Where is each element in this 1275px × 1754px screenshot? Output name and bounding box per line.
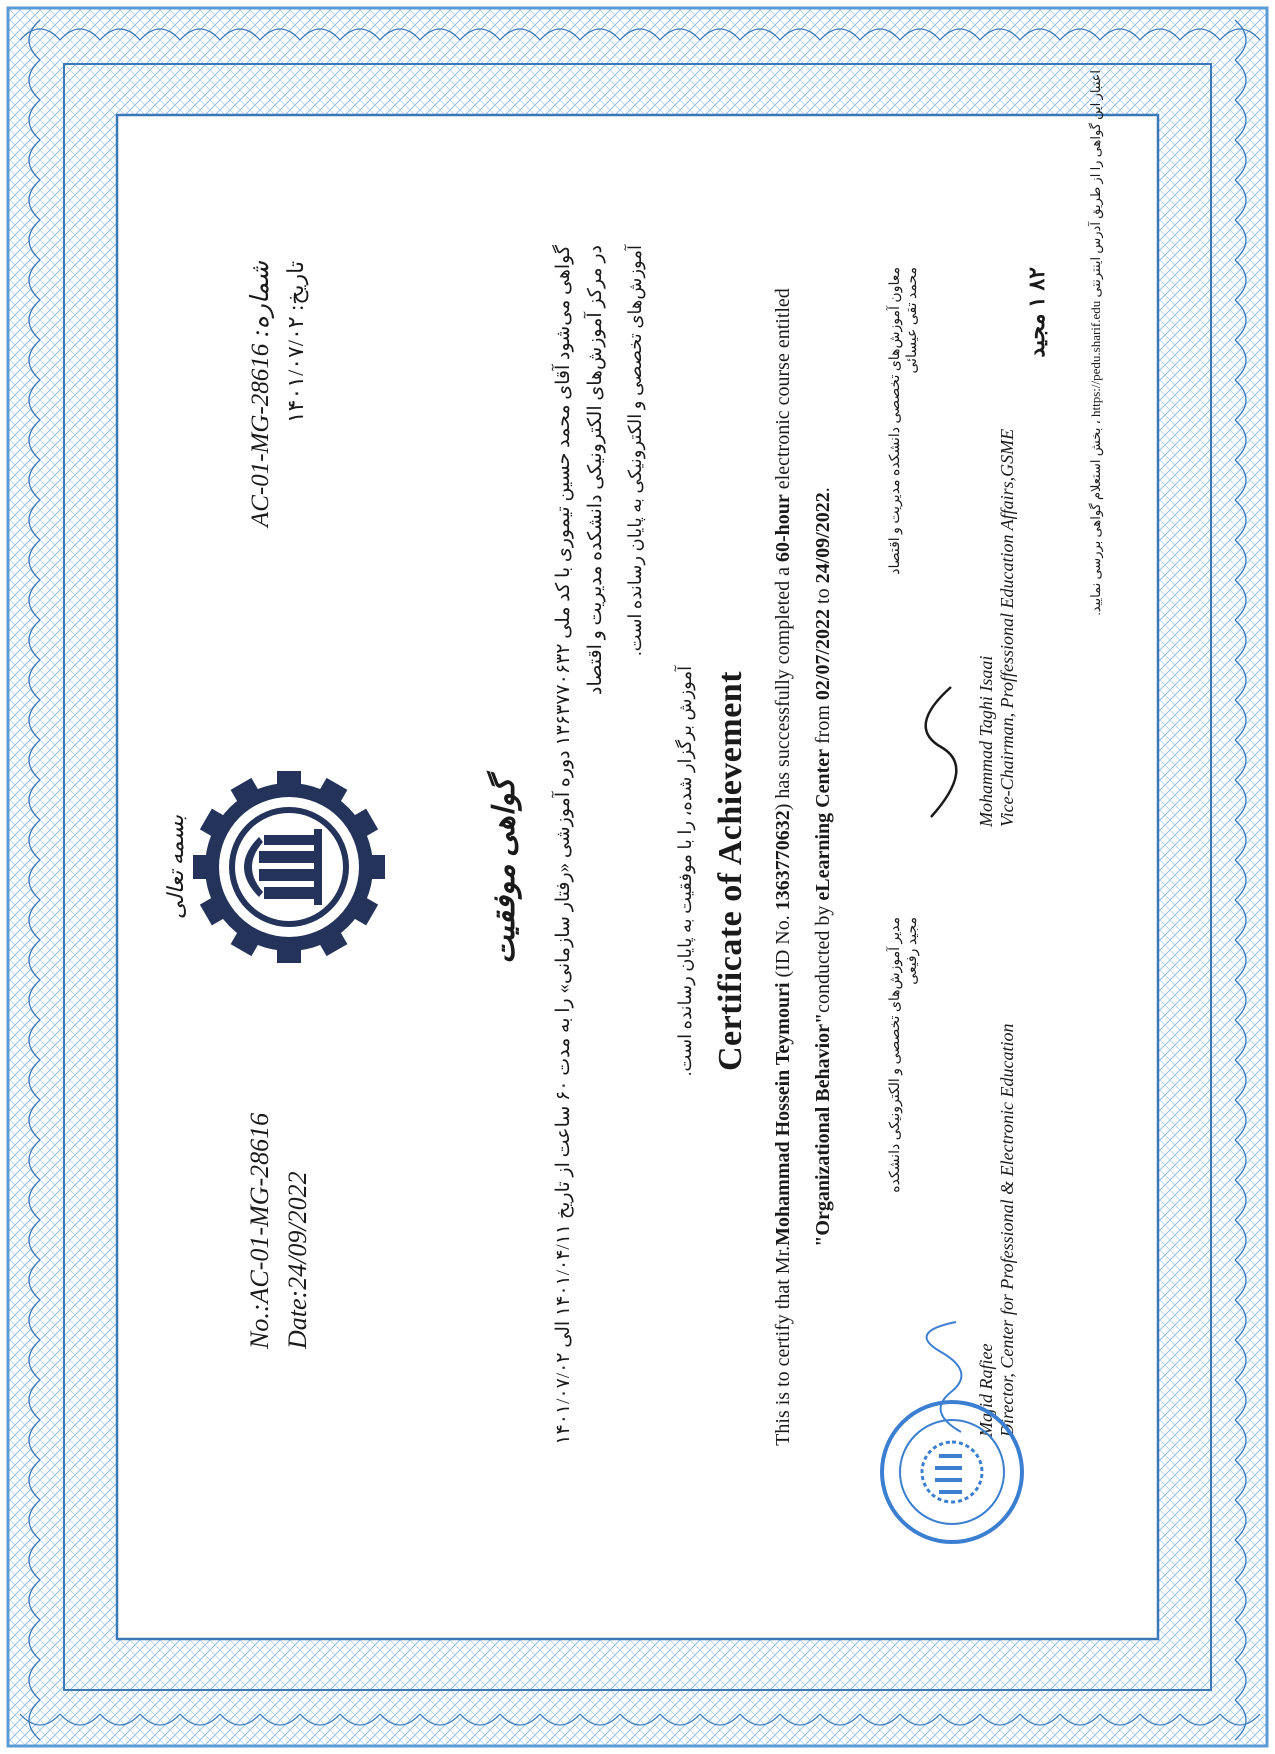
signatory-right-title: Vice-Chairman, Proffessional Education Affairs,GSME xyxy=(997,428,1017,827)
from-date: 02/07/2022 xyxy=(812,608,834,701)
signatory-left-persian-name: مجید رفیعی xyxy=(905,917,920,985)
university-logo xyxy=(163,757,393,977)
persian-certificate-date: تاریخ: ۱۴۰۱/۰۷/۰۲ xyxy=(283,261,308,424)
persian-title: گواهی موفقیت xyxy=(488,777,521,965)
persian-paragraph-3: آموزش‌های تخصصی و الکترونیکی به پایان رسانده است. xyxy=(625,245,645,656)
signatory-left-name: Majid Rafiee xyxy=(976,1343,996,1437)
persian-paragraph-2: در مرکز آموزش‌های الکترونیکی دانشکده مدیریت و اقتصاد xyxy=(585,245,606,695)
certificate-title: Certificate of Achievement xyxy=(712,670,749,1072)
signatory-right-persian-name: محمد تقی عیسائی xyxy=(905,267,920,374)
certificate-body xyxy=(107,135,1075,1607)
signatory-right xyxy=(887,267,1050,827)
persian-paragraph-4: آموزش برگزار شده، را با موفقیت به پایان رسانده است. xyxy=(675,665,695,1077)
handwritten-note: ۸۲ ۱ مجید xyxy=(1024,267,1049,358)
to-date: 24/09/2022 xyxy=(812,492,834,584)
signature-right-icon xyxy=(921,677,971,827)
basmala: بسمه تعالی xyxy=(163,814,188,920)
course-name: "Organizational Behavior" xyxy=(812,1012,834,1247)
center-name: eLearning Center xyxy=(812,749,834,901)
certify-line-2: "Organizational Behavior"conducted by eLearning Center from 02/07/2022 to 24/09/2022. xyxy=(812,487,834,1247)
persian-paragraph-1: گواهی می‌شود آقای محمد حسین تیموری با کد ملی ۱۳۶۳۷۷۰۶۳۲ دوره آموزشی «رفتار سازمانی» را به مدت ۶۰ ساعت از تاریخ ۱۴۰۱/۰۴/۱۱ الی ۱۴۰۱/۰۷/۰۲ xyxy=(553,245,574,1445)
signatory-left-persian-title: مدیر آموزش‌های تخصصی و الکترونیکی دانشکده xyxy=(888,917,903,1193)
signatory-right-name: Mohammad Taghi Isaai xyxy=(976,655,996,827)
signatory-right-persian-title: معاون آموزش‌های تخصصی دانشکده مدیریت و اقتصاد xyxy=(888,267,903,575)
verification-footer: اعتبار این گواهی را از طریق آدرس اینترنتی https://pedu.sharif.edu ، بخش استعلام گواهی بررسی نمایید. xyxy=(1088,70,1103,616)
certify-line-1: This is to certify that Mr.Mohammad Hossein Teymouri (ID No. 1363770632) has successfully completed a 60-hour electronic course entitled xyxy=(772,288,794,1446)
gear-emblem-icon xyxy=(189,767,389,967)
signatory-left xyxy=(887,917,1018,1437)
national-id: 1363770632 xyxy=(772,810,794,911)
official-stamp-icon xyxy=(877,1397,1027,1547)
course-hours: 60-hour xyxy=(772,494,794,562)
recipient-name: Mohammad Hossein Teymouri xyxy=(772,982,794,1246)
signatory-left-title: Director, Center for Professional & Electronic Education xyxy=(997,1023,1017,1437)
certificate-number: No.:AC-01-MG-28616 xyxy=(245,1112,274,1349)
certificate-date: Date:24/09/2022 xyxy=(283,1171,312,1349)
persian-certificate-number: شماره: AC-01-MG-28616 xyxy=(247,261,274,528)
